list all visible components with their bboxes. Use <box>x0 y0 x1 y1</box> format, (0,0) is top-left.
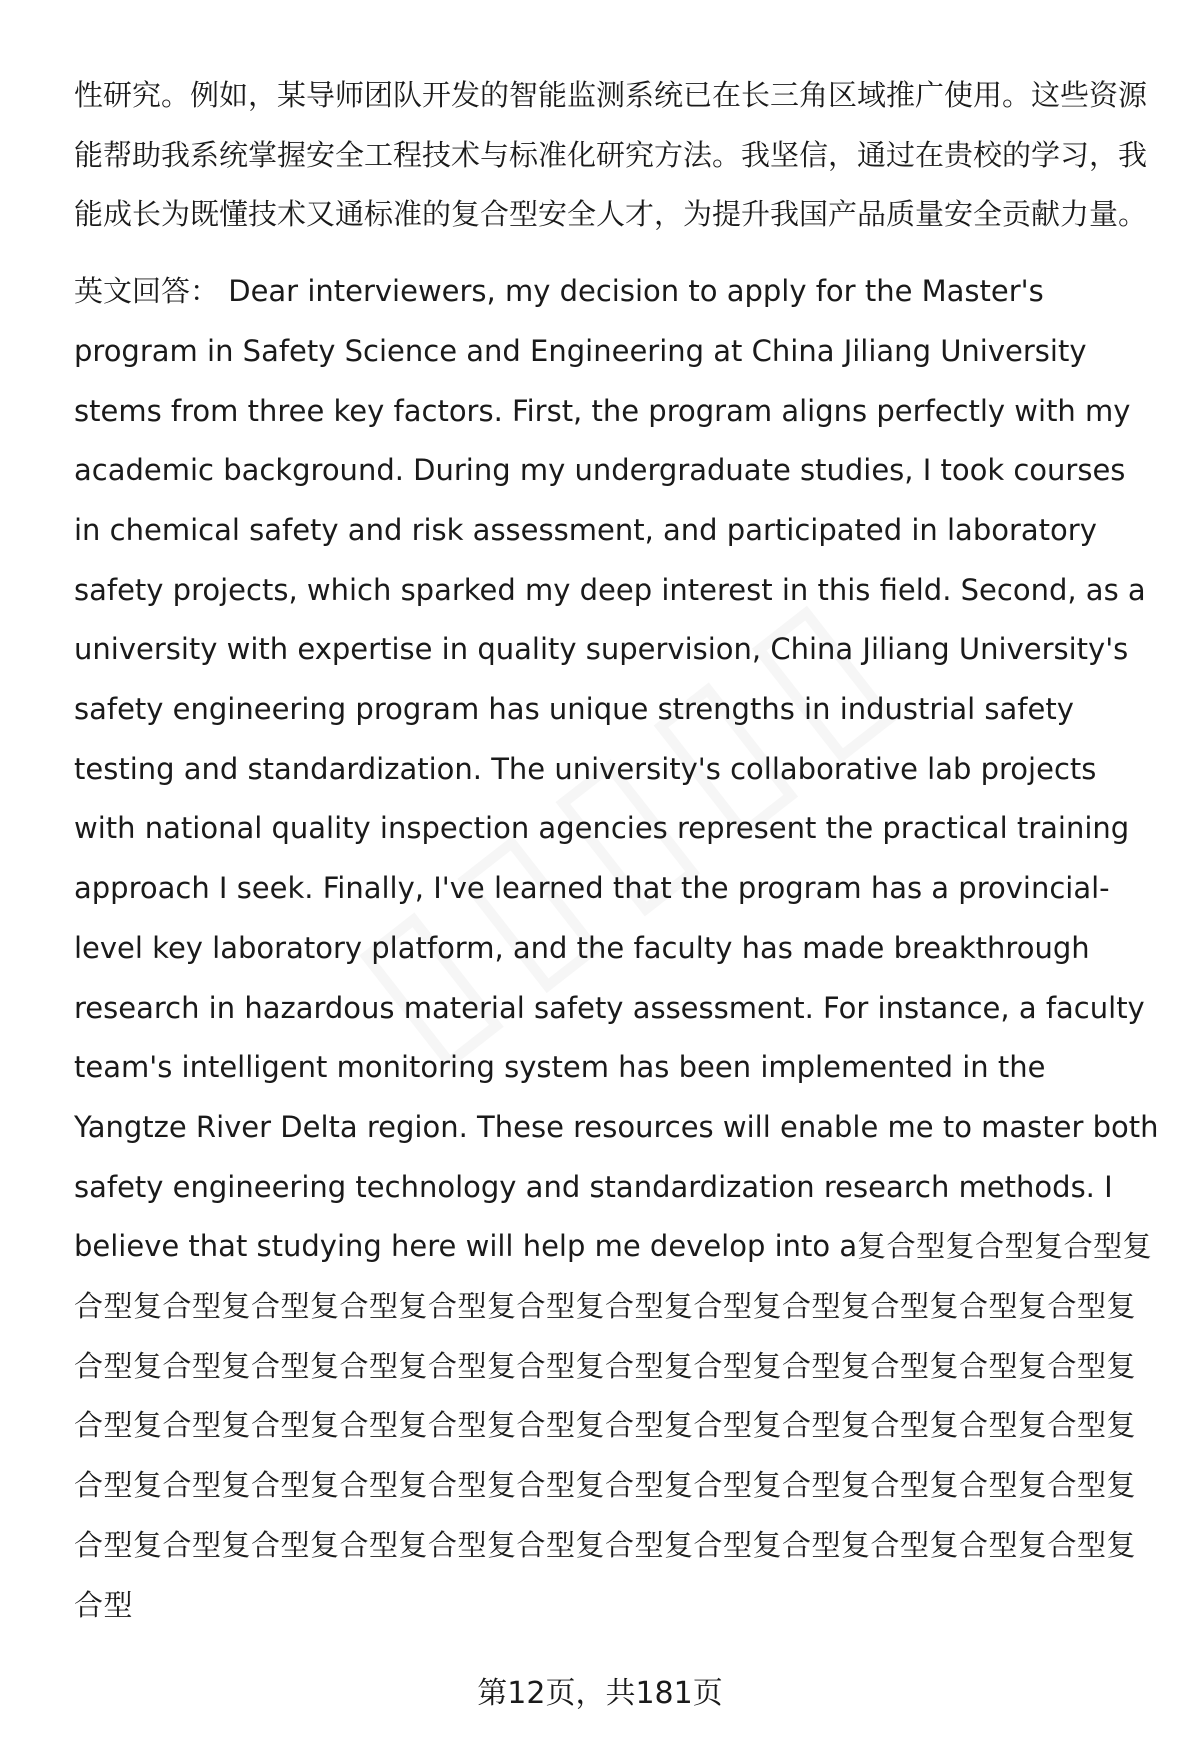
en-answer-paragraph <box>74 262 1160 1635</box>
repeated-text: 复合型复合型复合型复合型复合型复合型复合型复合型复合型复合型复合型复合型复合型复合型复合型复合型复合型复合型复合型复合型复合型复合型复合型复合型复合型复合型复合型复合型复合型复合型复合型复合型复合型复合型复合型复合型复合型复合型复合型复合型复合型复合型复合型复合型复合型复合型复合型复合型复合型复合型复合型复合型复合型复合型复合型复合型复合型复合型复合型复合型复合型复合型复合型复合型 <box>74 1229 1153 1622</box>
en-answer-label: 英文回答： <box>74 274 220 309</box>
document-body <box>74 66 1160 1635</box>
cn-paragraph-tail: 性研究。例如，某导师团队开发的智能监测系统已在长三角区域推广使用。这些资源能帮助我系统掌握安全工程技术与标准化研究方法。我坚信，通过在贵校的学习，我能成长为既懂技术又通标准的复合型安全人才，为提升我国产品质量安全贡献力量。 <box>74 78 1148 232</box>
en-answer-text: Dear interviewers, my decision to apply for the Master's program in Safety Science and Engineering at China Jiliang University stems from three key factors. First, the program aligns perfectly with my academic background. During my undergraduate studies, I took courses in chemical safety and risk assessment, and participated in laboratory safety projects, which sparked my deep interest in this field. Second, as a university with expertise in quality supervision, China Jiliang University's safety engineering program has unique strengths in industrial safety testing and standardization. The university's collaborative lab projects with national quality inspection agencies represent the practical training approach I seek. Finally, I've learned that the program has a provincial-level key laboratory platform, and the faculty has made breakthrough research in hazardous material safety assessment. For instance, a faculty team's intelligent monitoring system has been implemented in the Yangtze River Delta region. These resources will enable me to master both safety engineering technology and standardization research methods. I believe that studying here will help me develop into a <box>74 274 1159 1264</box>
page-number-footer: 第12页，共181页 <box>477 1676 723 1711</box>
